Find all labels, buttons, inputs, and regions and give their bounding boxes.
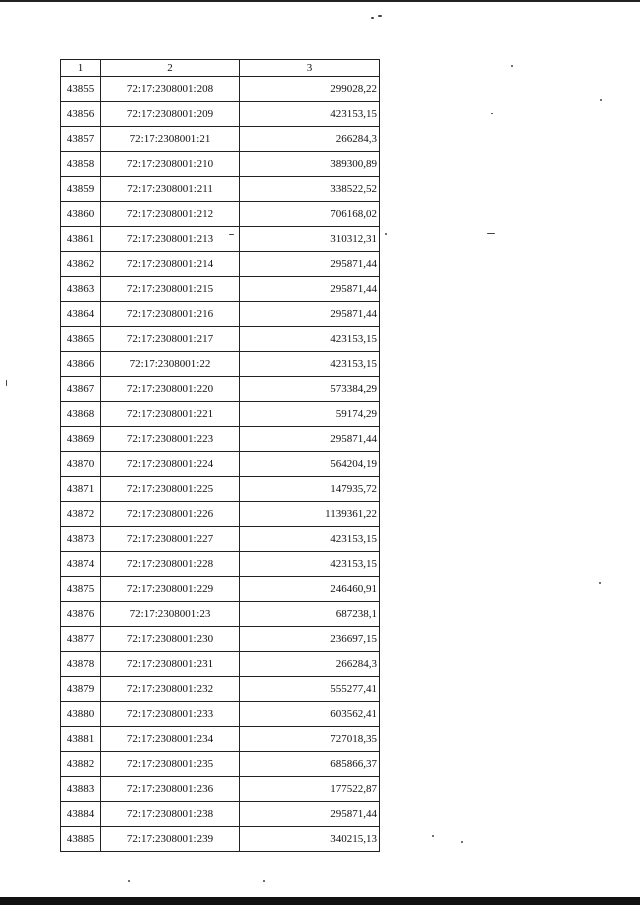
table-row xyxy=(61,402,380,427)
cadastral-value-table xyxy=(60,59,380,852)
scan-speck xyxy=(128,880,130,882)
scan-speck xyxy=(378,15,382,17)
cadastral-number-cell: 72:17:2308001:224 xyxy=(101,452,240,477)
row-number-cell: 43877 xyxy=(61,627,101,652)
cadastral-number-cell: 72:17:2308001:235 xyxy=(101,752,240,777)
row-number-cell: 43881 xyxy=(61,727,101,752)
value-cell: 177522,87 xyxy=(240,777,380,802)
table-row xyxy=(61,277,380,302)
table-row xyxy=(61,577,380,602)
value-cell: 1139361,22 xyxy=(240,502,380,527)
table-row xyxy=(61,227,380,252)
row-number-cell: 43871 xyxy=(61,477,101,502)
cadastral-number-cell: 72:17:2308001:21 xyxy=(101,127,240,152)
row-number-cell: 43863 xyxy=(61,277,101,302)
value-cell: 727018,35 xyxy=(240,727,380,752)
scan-speck xyxy=(487,233,495,234)
scan-speck xyxy=(491,113,493,114)
value-cell: 266284,3 xyxy=(240,652,380,677)
cadastral-number-cell: 72:17:2308001:213 xyxy=(101,227,240,252)
cadastral-number-cell: 72:17:2308001:234 xyxy=(101,727,240,752)
scan-speck xyxy=(600,99,602,101)
value-cell: 423153,15 xyxy=(240,552,380,577)
table-row xyxy=(61,552,380,577)
value-cell: 295871,44 xyxy=(240,302,380,327)
scan-speck xyxy=(385,233,387,235)
row-number-cell: 43855 xyxy=(61,77,101,102)
table-row xyxy=(61,327,380,352)
row-number-cell: 43872 xyxy=(61,502,101,527)
table-row xyxy=(61,827,380,852)
row-number-cell: 43869 xyxy=(61,427,101,452)
scan-speck xyxy=(511,65,513,67)
table-row xyxy=(61,127,380,152)
table-row xyxy=(61,702,380,727)
cadastral-number-cell: 72:17:2308001:233 xyxy=(101,702,240,727)
row-number-cell: 43857 xyxy=(61,127,101,152)
cadastral-number-cell: 72:17:2308001:231 xyxy=(101,652,240,677)
row-number-cell: 43874 xyxy=(61,552,101,577)
cadastral-number-cell: 72:17:2308001:220 xyxy=(101,377,240,402)
scan-speck xyxy=(432,835,434,837)
table-row xyxy=(61,727,380,752)
row-number-cell: 43867 xyxy=(61,377,101,402)
table-row xyxy=(61,77,380,102)
table-row xyxy=(61,502,380,527)
value-cell: 423153,15 xyxy=(240,102,380,127)
scan-top-edge xyxy=(0,0,640,2)
value-cell: 423153,15 xyxy=(240,352,380,377)
row-number-cell: 43864 xyxy=(61,302,101,327)
cadastral-number-cell: 72:17:2308001:212 xyxy=(101,202,240,227)
cadastral-number-cell: 72:17:2308001:211 xyxy=(101,177,240,202)
scan-speck xyxy=(599,582,601,584)
row-number-cell: 43858 xyxy=(61,152,101,177)
cadastral-number-cell: 72:17:2308001:225 xyxy=(101,477,240,502)
row-number-cell: 43856 xyxy=(61,102,101,127)
value-cell: 687238,1 xyxy=(240,602,380,627)
table-row xyxy=(61,352,380,377)
value-cell: 389300,89 xyxy=(240,152,380,177)
value-cell: 59174,29 xyxy=(240,402,380,427)
cadastral-number-cell: 72:17:2308001:229 xyxy=(101,577,240,602)
table-row xyxy=(61,477,380,502)
table-row xyxy=(61,377,380,402)
scan-speck xyxy=(6,380,7,386)
value-cell: 147935,72 xyxy=(240,477,380,502)
row-number-cell: 43865 xyxy=(61,327,101,352)
row-number-cell: 43861 xyxy=(61,227,101,252)
row-number-cell: 43879 xyxy=(61,677,101,702)
cadastral-number-cell: 72:17:2308001:232 xyxy=(101,677,240,702)
value-cell: 555277,41 xyxy=(240,677,380,702)
table-row xyxy=(61,152,380,177)
scan-bottom-edge xyxy=(0,897,640,905)
value-cell: 603562,41 xyxy=(240,702,380,727)
value-cell: 266284,3 xyxy=(240,127,380,152)
row-number-cell: 43870 xyxy=(61,452,101,477)
row-number-cell: 43880 xyxy=(61,702,101,727)
cadastral-number-cell: 72:17:2308001:209 xyxy=(101,102,240,127)
cadastral-number-cell: 72:17:2308001:215 xyxy=(101,277,240,302)
table-row xyxy=(61,652,380,677)
cadastral-number-cell: 72:17:2308001:239 xyxy=(101,827,240,852)
table-body xyxy=(61,77,380,852)
value-cell: 310312,31 xyxy=(240,227,380,252)
column-header-3: 3 xyxy=(240,60,380,77)
value-cell: 573384,29 xyxy=(240,377,380,402)
cadastral-number-cell: 72:17:2308001:210 xyxy=(101,152,240,177)
table-row xyxy=(61,302,380,327)
value-cell: 564204,19 xyxy=(240,452,380,477)
row-number-cell: 43875 xyxy=(61,577,101,602)
row-number-cell: 43882 xyxy=(61,752,101,777)
table-row xyxy=(61,752,380,777)
cadastral-number-cell: 72:17:2308001:238 xyxy=(101,802,240,827)
cadastral-number-cell: 72:17:2308001:216 xyxy=(101,302,240,327)
table-row xyxy=(61,177,380,202)
table-row xyxy=(61,202,380,227)
row-number-cell: 43860 xyxy=(61,202,101,227)
cadastral-number-cell: 72:17:2308001:22 xyxy=(101,352,240,377)
value-cell: 299028,22 xyxy=(240,77,380,102)
row-number-cell: 43885 xyxy=(61,827,101,852)
scan-speck xyxy=(263,880,265,882)
table-row xyxy=(61,602,380,627)
value-cell: 295871,44 xyxy=(240,277,380,302)
column-header-2: 2 xyxy=(101,60,240,77)
row-number-cell: 43866 xyxy=(61,352,101,377)
scan-speck xyxy=(371,17,374,19)
table-row xyxy=(61,102,380,127)
value-cell: 295871,44 xyxy=(240,802,380,827)
value-cell: 706168,02 xyxy=(240,202,380,227)
row-number-cell: 43868 xyxy=(61,402,101,427)
value-cell: 340215,13 xyxy=(240,827,380,852)
cadastral-number-cell: 72:17:2308001:23 xyxy=(101,602,240,627)
row-number-cell: 43873 xyxy=(61,527,101,552)
cadastral-number-cell: 72:17:2308001:221 xyxy=(101,402,240,427)
column-header-1: 1 xyxy=(61,60,101,77)
table-row xyxy=(61,452,380,477)
table-header-row xyxy=(61,60,380,77)
table-row xyxy=(61,777,380,802)
row-number-cell: 43884 xyxy=(61,802,101,827)
row-number-cell: 43876 xyxy=(61,602,101,627)
scan-speck xyxy=(461,841,463,843)
cadastral-number-cell: 72:17:2308001:236 xyxy=(101,777,240,802)
cadastral-number-cell: 72:17:2308001:226 xyxy=(101,502,240,527)
table-row xyxy=(61,627,380,652)
value-cell: 423153,15 xyxy=(240,527,380,552)
table-row xyxy=(61,527,380,552)
value-cell: 295871,44 xyxy=(240,252,380,277)
value-cell: 685866,37 xyxy=(240,752,380,777)
cadastral-number-cell: 72:17:2308001:228 xyxy=(101,552,240,577)
row-number-cell: 43883 xyxy=(61,777,101,802)
table-row xyxy=(61,427,380,452)
cadastral-number-cell: 72:17:2308001:227 xyxy=(101,527,240,552)
row-number-cell: 43862 xyxy=(61,252,101,277)
value-cell: 295871,44 xyxy=(240,427,380,452)
value-cell: 423153,15 xyxy=(240,327,380,352)
value-cell: 236697,15 xyxy=(240,627,380,652)
cadastral-number-cell: 72:17:2308001:214 xyxy=(101,252,240,277)
row-number-cell: 43859 xyxy=(61,177,101,202)
table-row xyxy=(61,677,380,702)
table-row xyxy=(61,802,380,827)
value-cell: 246460,91 xyxy=(240,577,380,602)
row-number-cell: 43878 xyxy=(61,652,101,677)
cadastral-number-cell: 72:17:2308001:223 xyxy=(101,427,240,452)
cadastral-number-cell: 72:17:2308001:217 xyxy=(101,327,240,352)
cadastral-number-cell: 72:17:2308001:208 xyxy=(101,77,240,102)
table-row xyxy=(61,252,380,277)
cadastral-number-cell: 72:17:2308001:230 xyxy=(101,627,240,652)
value-cell: 338522,52 xyxy=(240,177,380,202)
